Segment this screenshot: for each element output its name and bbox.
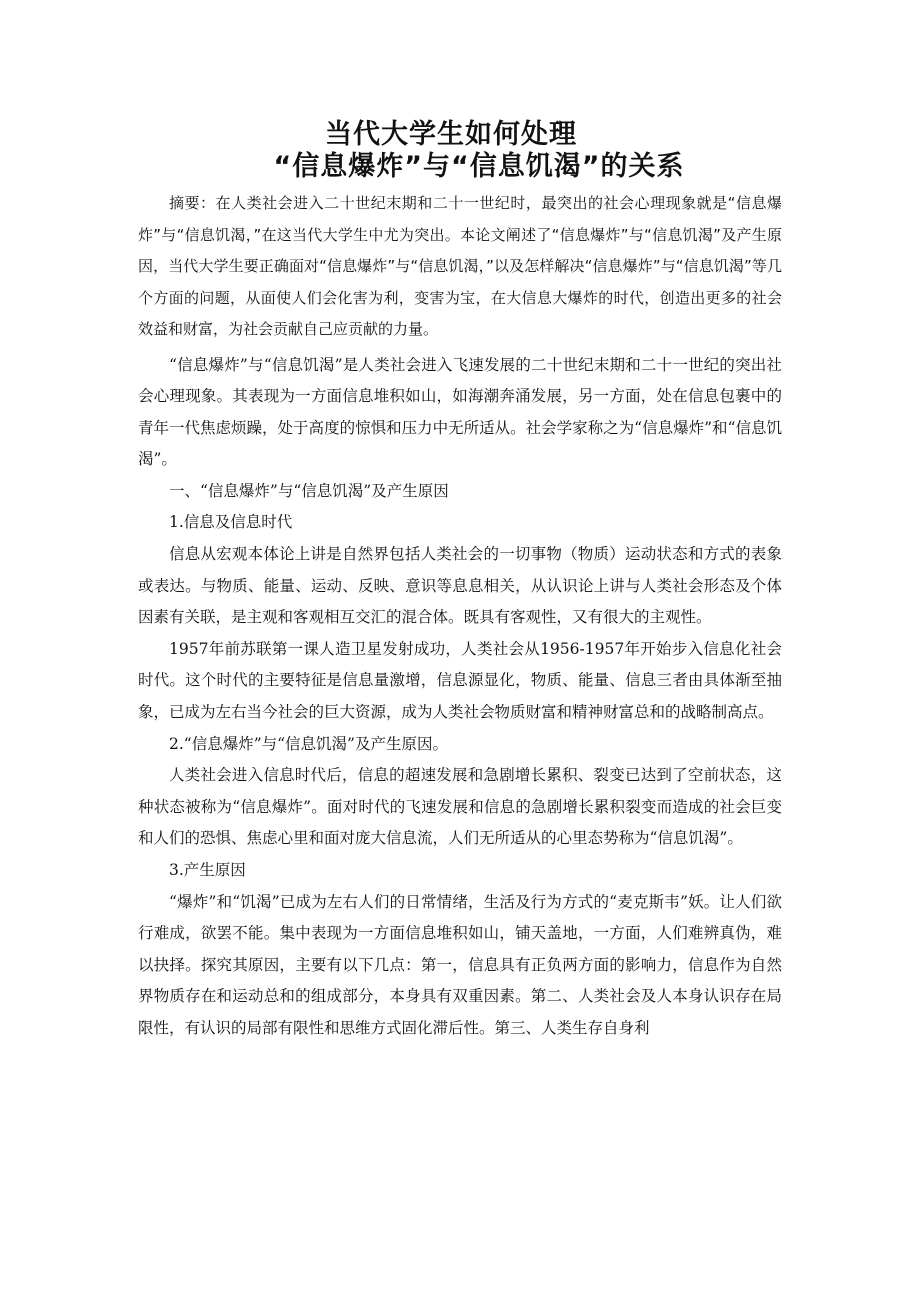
subsection3-heading: 3.产生原因 [169,861,246,879]
subsection1-paragraph2: 1957年前苏联第一课人造卫星发射成功，人类社会从1956-1957年开始步入信息化社会时代。这个时代的主要特征是信息量激增，信息源显化，物质、能量、信息三者由具体渐至抽象，已成为左右当今社会的巨大资源，成为人类社会物质财富和精神财富总和的战略制高点。 [138,639,782,722]
subsection1-paragraph1: 信息从宏观本体论上讲是自然界包括人类社会的一切事物（物质）运动状态和方式的表象或表达。与物质、能量、运动、反映、意识等息息相关，从认识论上讲与人类社会形态及个体因素有关联，是主观和客观相互交汇的混合体。既具有客观性，又有很大的主观性。 [138,545,782,627]
document-title-line1: 当代大学生如何处理 [325,119,577,150]
subsection2-paragraph: 人类社会进入信息时代后，信息的超速发展和急剧增长累积、裂变已达到了空前状态，这种状态被称为“信息爆炸”。面对时代的飞速发展和信息的急剧增长累积裂变而造成的社会巨变和人们的恐惧、焦虑心里和面对庞大信息流，人们无所适从的心里态势称为“信息饥渴”。 [138,766,782,848]
subsection2-heading: 2.“信息爆炸”与“信息饥渴”及产生原因。 [169,734,448,753]
subsection1-heading: 1.信息及信息时代 [169,513,293,532]
document-title-line2: “信息爆炸”与“信息饥渴”的关系 [273,151,685,182]
abstract-paragraph: 摘要：在人类社会进入二十世纪末期和二十一世纪时，最突出的社会心理现象就是“信息爆炸”与“信息饥渴，”在这当代大学生中尤为突出。本论文阐述了“信息爆炸”与“信息饥渴”及产生原因，当代大学生要正确面对“信息爆炸”与“信息饥渴，”以及怎样解决“信息爆炸”与“信息饥渴”等几个方面的问题，从面使人们会化害为利，变害为宝，在大信息大爆炸的时代，创造出更多的社会效益和财富，为社会贡献自己应贡献的力量。 [138,194,782,338]
section1-heading: 一、“信息爆炸”与“信息饥渴”及产生原因 [169,481,449,500]
document-body [138,188,782,1045]
subsection3-paragraph: “爆炸”和“饥渴”已成为左右人们的日常情绪，生活及行为方式的“麦克斯韦”妖。让人们欲行难成，欲罢不能。集中表现为一方面信息堆积如山，铺天盖地，一方面，人们难辨真伪，难以抉择。探究其原因，主要有以下几点：第一，信息具有正负两方面的影响力，信息作为自然界物质存在和运动总和的组成部分，本身具有双重因素。第二、人类社会及人本身认识存在局限性，有认识的局部有限性和思维方式固化滞后性。第三、人类生存自身利 [138,892,782,1037]
intro-paragraph: “信息爆炸”与“信息饥渴”是人类社会进入飞速发展的二十世纪末期和二十一世纪的突出社会心理现象。其表现为一方面信息堆积如山，如海潮奔涌发展，另一方面，处在信息包裹中的青年一代焦虑烦躁，处于高度的惊惧和压力中无所适从。社会学家称之为“信息爆炸”和“信息饥渴”。 [138,355,782,469]
